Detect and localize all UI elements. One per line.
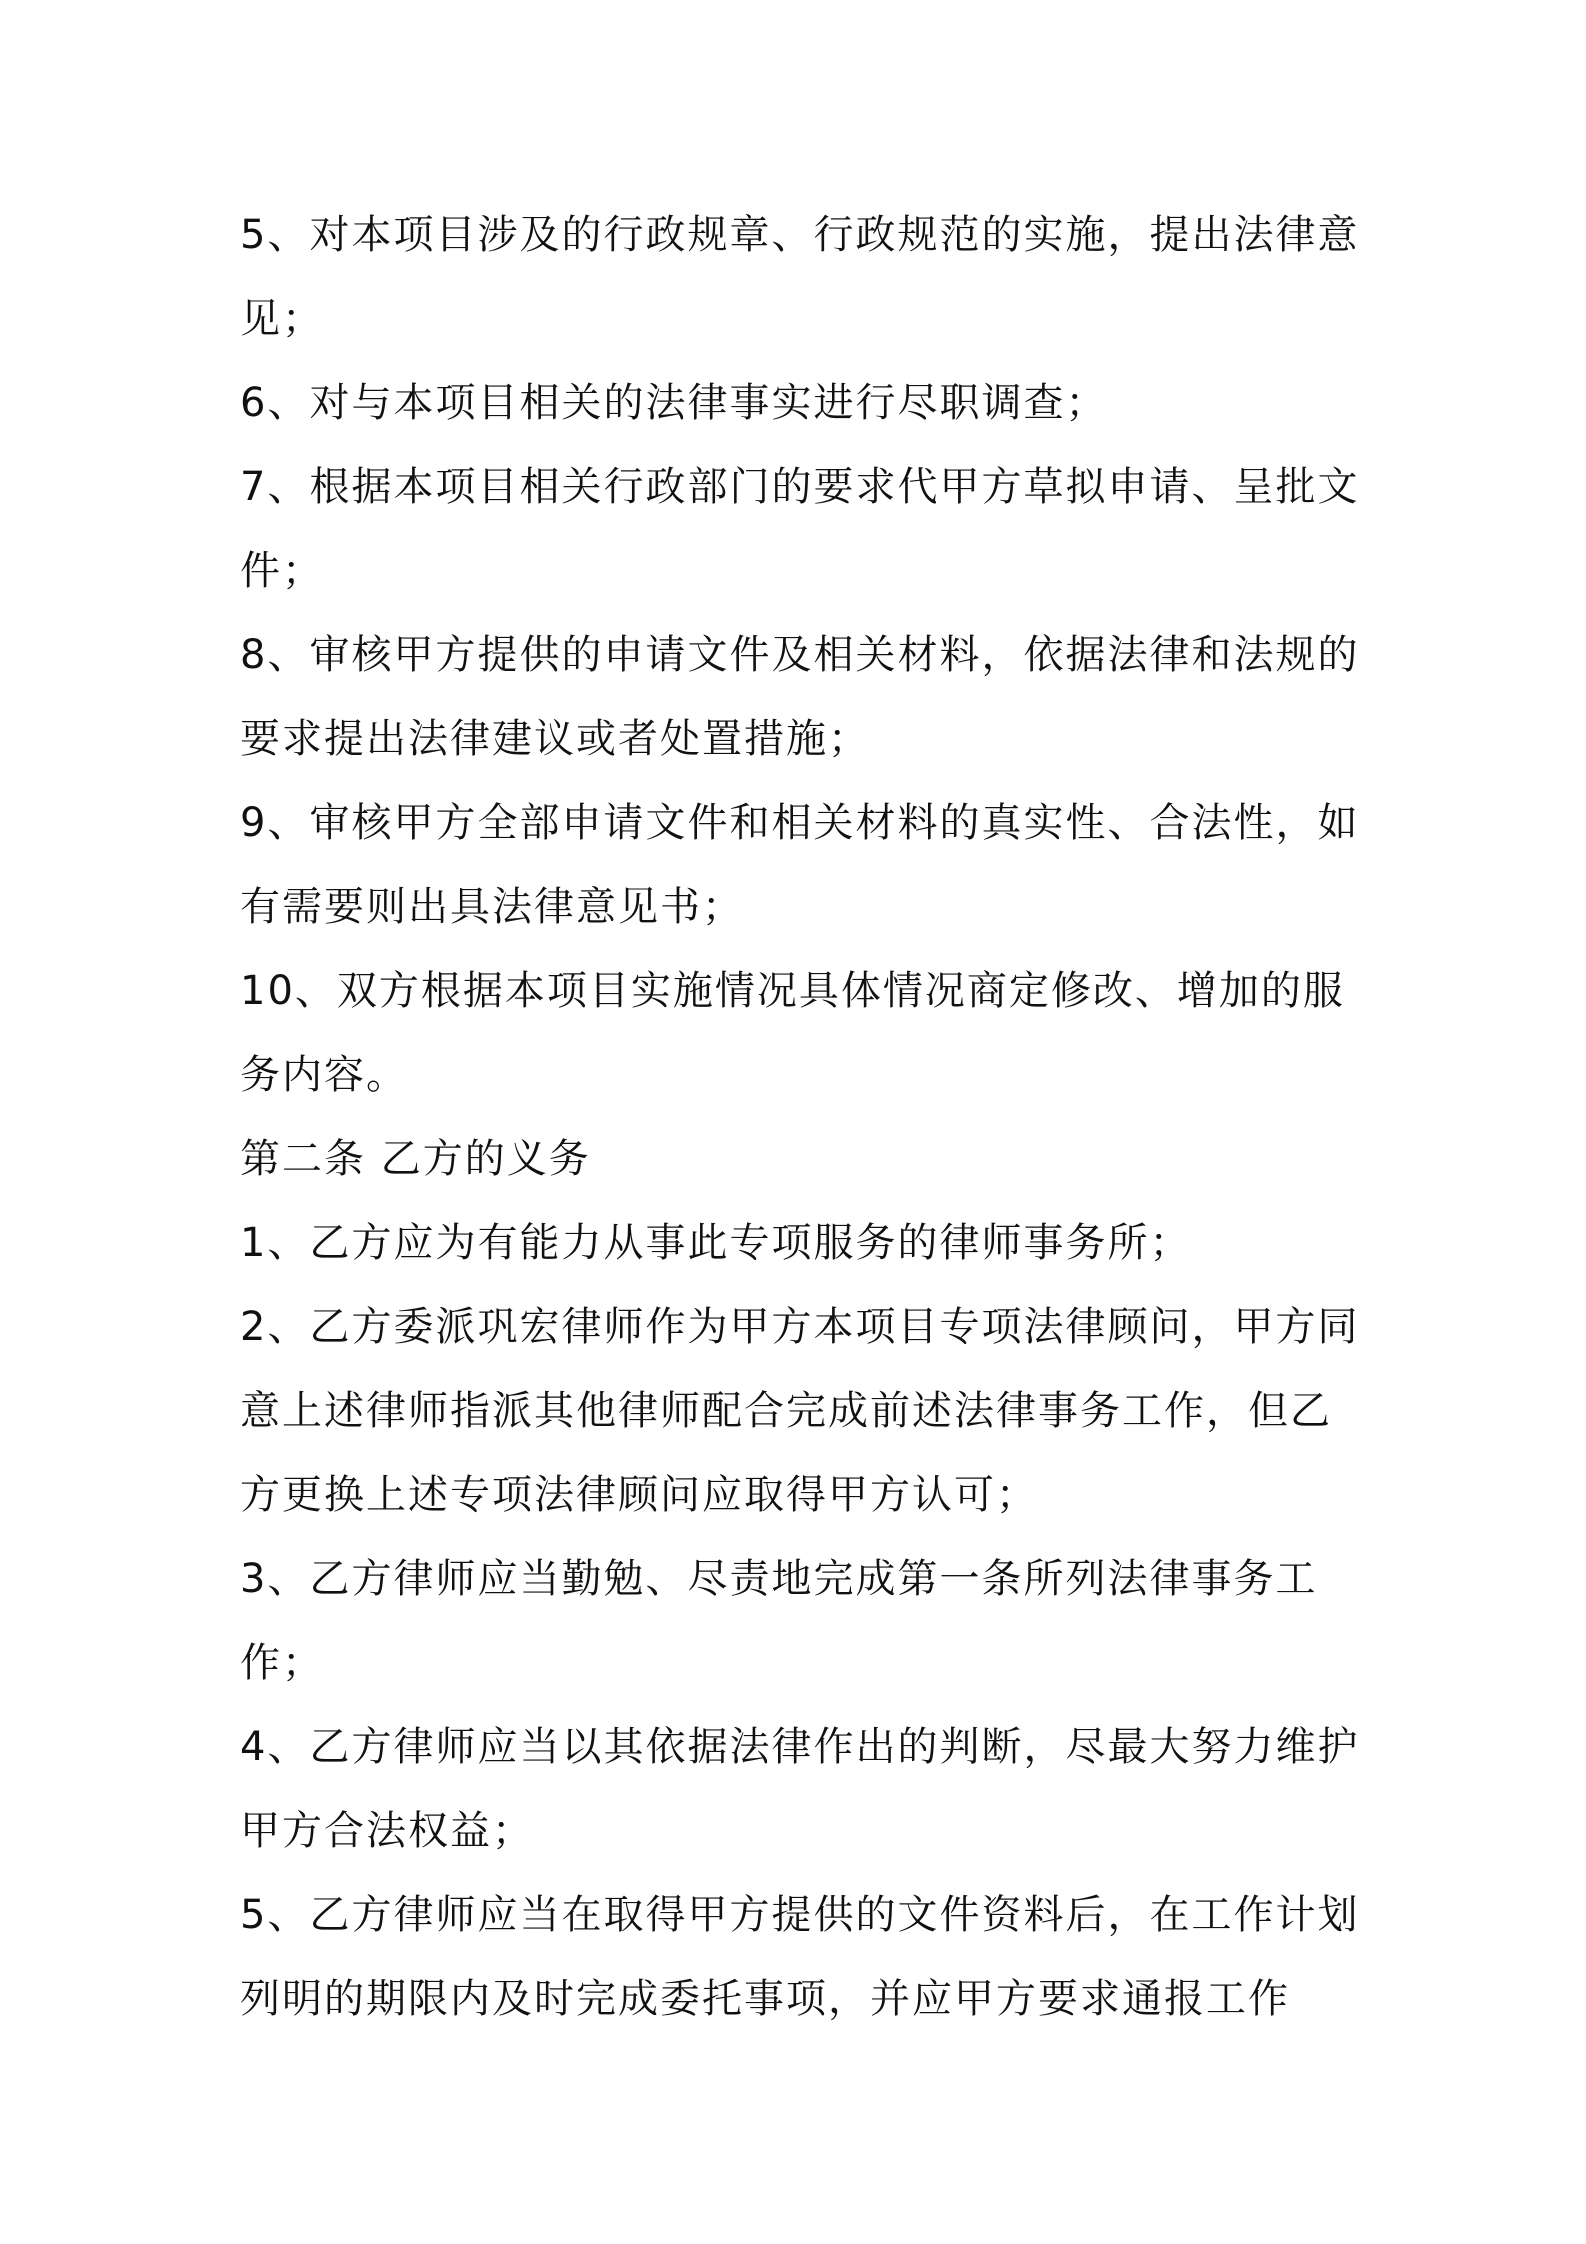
paragraph-item-10: 10、双方根据本项目实施情况具体情况商定修改、增加的服务内容。 xyxy=(240,968,1345,1098)
paragraph-item-8: 8、审核甲方提供的申请文件及相关材料，依据法律和法规的要求提出法律建议或者处置措施； xyxy=(240,632,1360,762)
obligation-item-3: 3、乙方律师应当勤勉、尽责地完成第一条所列法律事务工作； xyxy=(240,1556,1318,1686)
obligation-item-2: 2、乙方委派巩宏律师作为甲方本项目专项法律顾问，甲方同意上述律师指派其他律师配合完成前述法律事务工作，但乙方更换上述专项法律顾问应取得甲方认可； xyxy=(240,1304,1360,1518)
paragraph-item-6: 6、对与本项目相关的法律事实进行尽职调查； xyxy=(240,380,1108,426)
paragraph-item-5: 5、对本项目涉及的行政规章、行政规范的实施，提出法律意见； xyxy=(240,212,1360,342)
obligation-item-1: 1、乙方应为有能力从事此专项服务的律师事务所； xyxy=(240,1220,1192,1266)
section-heading-article-2: 第二条 乙方的义务 xyxy=(240,1136,591,1182)
document-body xyxy=(240,193,1360,2041)
paragraph-item-7: 7、根据本项目相关行政部门的要求代甲方草拟申请、呈批文件； xyxy=(240,464,1360,594)
obligation-item-4: 4、乙方律师应当以其依据法律作出的判断，尽最大努力维护甲方合法权益； xyxy=(240,1724,1360,1854)
paragraph-item-9: 9、审核甲方全部申请文件和相关材料的真实性、合法性，如有需要则出具法律意见书； xyxy=(240,800,1360,930)
obligation-item-5: 5、乙方律师应当在取得甲方提供的文件资料后，在工作计划列明的期限内及时完成委托事项，并应甲方要求通报工作 xyxy=(240,1892,1360,2022)
